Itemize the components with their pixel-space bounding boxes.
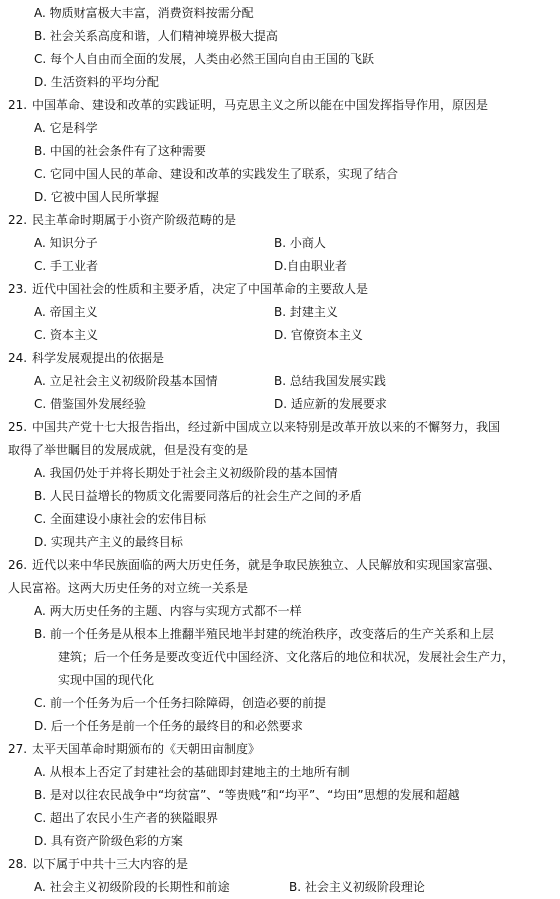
- q25-option-a: A. 我国仍处于并将长期处于社会主义初级阶段的基本国情: [34, 466, 338, 480]
- q20-option-d: D. 生活资料的平均分配: [34, 75, 159, 89]
- q27-number: 27.: [8, 742, 28, 756]
- q20-option-a: A. 物质财富极大丰富，消费资料按需分配: [34, 6, 254, 20]
- q21-option-c: C. 它同中国人民的革命、建设和改革的实践发生了联系，实现了结合: [34, 167, 399, 181]
- q23-option-b: B. 封建主义: [274, 305, 338, 319]
- q21-option-a: A. 它是科学: [34, 121, 98, 135]
- q26-stem: [8, 554, 552, 577]
- q21-text: 中国革命、建设和改革的实践证明，马克思主义之所以能在中国发挥指导作用，原因是: [32, 98, 489, 112]
- q24-option-c: C. 借鉴国外发展经验: [34, 397, 147, 411]
- q24-options-row-2: [8, 393, 552, 416]
- q26-option-a: A. 两大历史任务的主题、内容与实现方式都不一样: [34, 604, 302, 618]
- q25-option-b: B. 人民日益增长的物质文化需要同落后的社会生产之间的矛盾: [34, 489, 362, 503]
- q25-text: 中国共产党十七大报告指出，经过新中国成立以来特别是改革开放以来的不懈努力，我国: [32, 420, 501, 434]
- q28-option-b: B. 社会主义初级阶段理论: [289, 880, 425, 894]
- q25-option-d: D. 实现共产主义的最终目标: [34, 535, 183, 549]
- q26-number: 26.: [8, 558, 28, 572]
- q22-options-row-1: [8, 232, 552, 255]
- q22-option-a: A. 知识分子: [34, 236, 98, 250]
- q22-text: 民主革命时期属于小资产阶级范畴的是: [32, 213, 237, 227]
- q24-option-d: D. 适应新的发展要求: [274, 397, 387, 411]
- q21-option-d: D. 它被中国人民所掌握: [34, 190, 159, 204]
- q22-option-d: D.自由职业者: [274, 259, 348, 273]
- q25-stem: [8, 416, 552, 439]
- q21-stem: [8, 94, 552, 117]
- q27-option-d: D. 具有资产阶级色彩的方案: [34, 834, 183, 848]
- q24-options-row-1: [8, 370, 552, 393]
- q28-stem: [8, 853, 552, 876]
- q24-text: 科学发展观提出的依据是: [32, 351, 165, 365]
- q23-option-d: D. 官僚资本主义: [274, 328, 363, 342]
- q23-options-row-1: [8, 301, 552, 324]
- q28-options-row-1: [8, 876, 552, 899]
- q23-text: 近代中国社会的性质和主要矛盾，决定了中国革命的主要敌人是: [32, 282, 369, 296]
- q27-option-b: B. 是对以往农民战争中“均贫富”、“等贵贱”和“均平”、“均田”思想的发展和超越: [34, 788, 460, 802]
- q23-stem: [8, 278, 552, 301]
- q25-option-c: C. 全面建设小康社会的宏伟目标: [34, 512, 207, 526]
- q21-option-b: B. 中国的社会条件有了这种需要: [34, 144, 206, 158]
- q25-stem-continued: 取得了举世瞩目的发展成就，但是没有变的是: [8, 443, 249, 457]
- q28-text: 以下属于中共十三大内容的是: [32, 857, 189, 871]
- q26-option-b-continued-1: 建筑；后一个任务是要改变近代中国经济、文化落后的地位和状况，发展社会生产力，: [58, 650, 515, 664]
- q25-number: 25.: [8, 420, 28, 434]
- q23-options-row-2: [8, 324, 552, 347]
- q24-number: 24.: [8, 351, 28, 365]
- q22-options-row-2: [8, 255, 552, 278]
- q26-text: 近代以来中华民族面临的两大历史任务，就是争取民族独立、人民解放和实现国家富强、: [32, 558, 501, 572]
- q20-option-b: B. 社会关系高度和谐，人们精神境界极大提高: [34, 29, 278, 43]
- q23-option-c: C. 资本主义: [34, 328, 99, 342]
- q27-stem: [8, 738, 552, 761]
- q24-option-b: B. 总结我国发展实践: [274, 374, 386, 388]
- q22-option-b: B. 小商人: [274, 236, 326, 250]
- q26-option-b-continued-2: 实现中国的现代化: [58, 673, 155, 687]
- q21-number: 21.: [8, 98, 28, 112]
- q28-option-a: A. 社会主义初级阶段的长期性和前途: [34, 880, 230, 894]
- q22-number: 22.: [8, 213, 28, 227]
- q27-text: 太平天国革命时期颁布的《天朝田亩制度》: [32, 742, 261, 756]
- q20-option-c: C. 每个人自由而全面的发展，人类由必然王国向自由王国的飞跃: [34, 52, 375, 66]
- q23-option-a: A. 帝国主义: [34, 305, 98, 319]
- q26-option-d: D. 后一个任务是前一个任务的最终目的和必然要求: [34, 719, 303, 733]
- q26-stem-continued: 人民富裕。这两大历史任务的对立统一关系是: [8, 581, 249, 595]
- q26-option-b: B. 前一个任务是从根本上推翻半殖民地半封建的统治秩序，改变落后的生产关系和上层: [34, 627, 494, 641]
- q22-stem: [8, 209, 552, 232]
- q27-option-c: C. 超出了农民小生产者的狭隘眼界: [34, 811, 219, 825]
- q24-stem: [8, 347, 552, 370]
- q22-option-c: C. 手工业者: [34, 259, 99, 273]
- q23-number: 23.: [8, 282, 28, 296]
- q26-option-c: C. 前一个任务为后一个任务扫除障碍，创造必要的前提: [34, 696, 327, 710]
- q28-number: 28.: [8, 857, 28, 871]
- q24-option-a: A. 立足社会主义初级阶段基本国情: [34, 374, 218, 388]
- q27-option-a: A. 从根本上否定了封建社会的基础即封建地主的土地所有制: [34, 765, 350, 779]
